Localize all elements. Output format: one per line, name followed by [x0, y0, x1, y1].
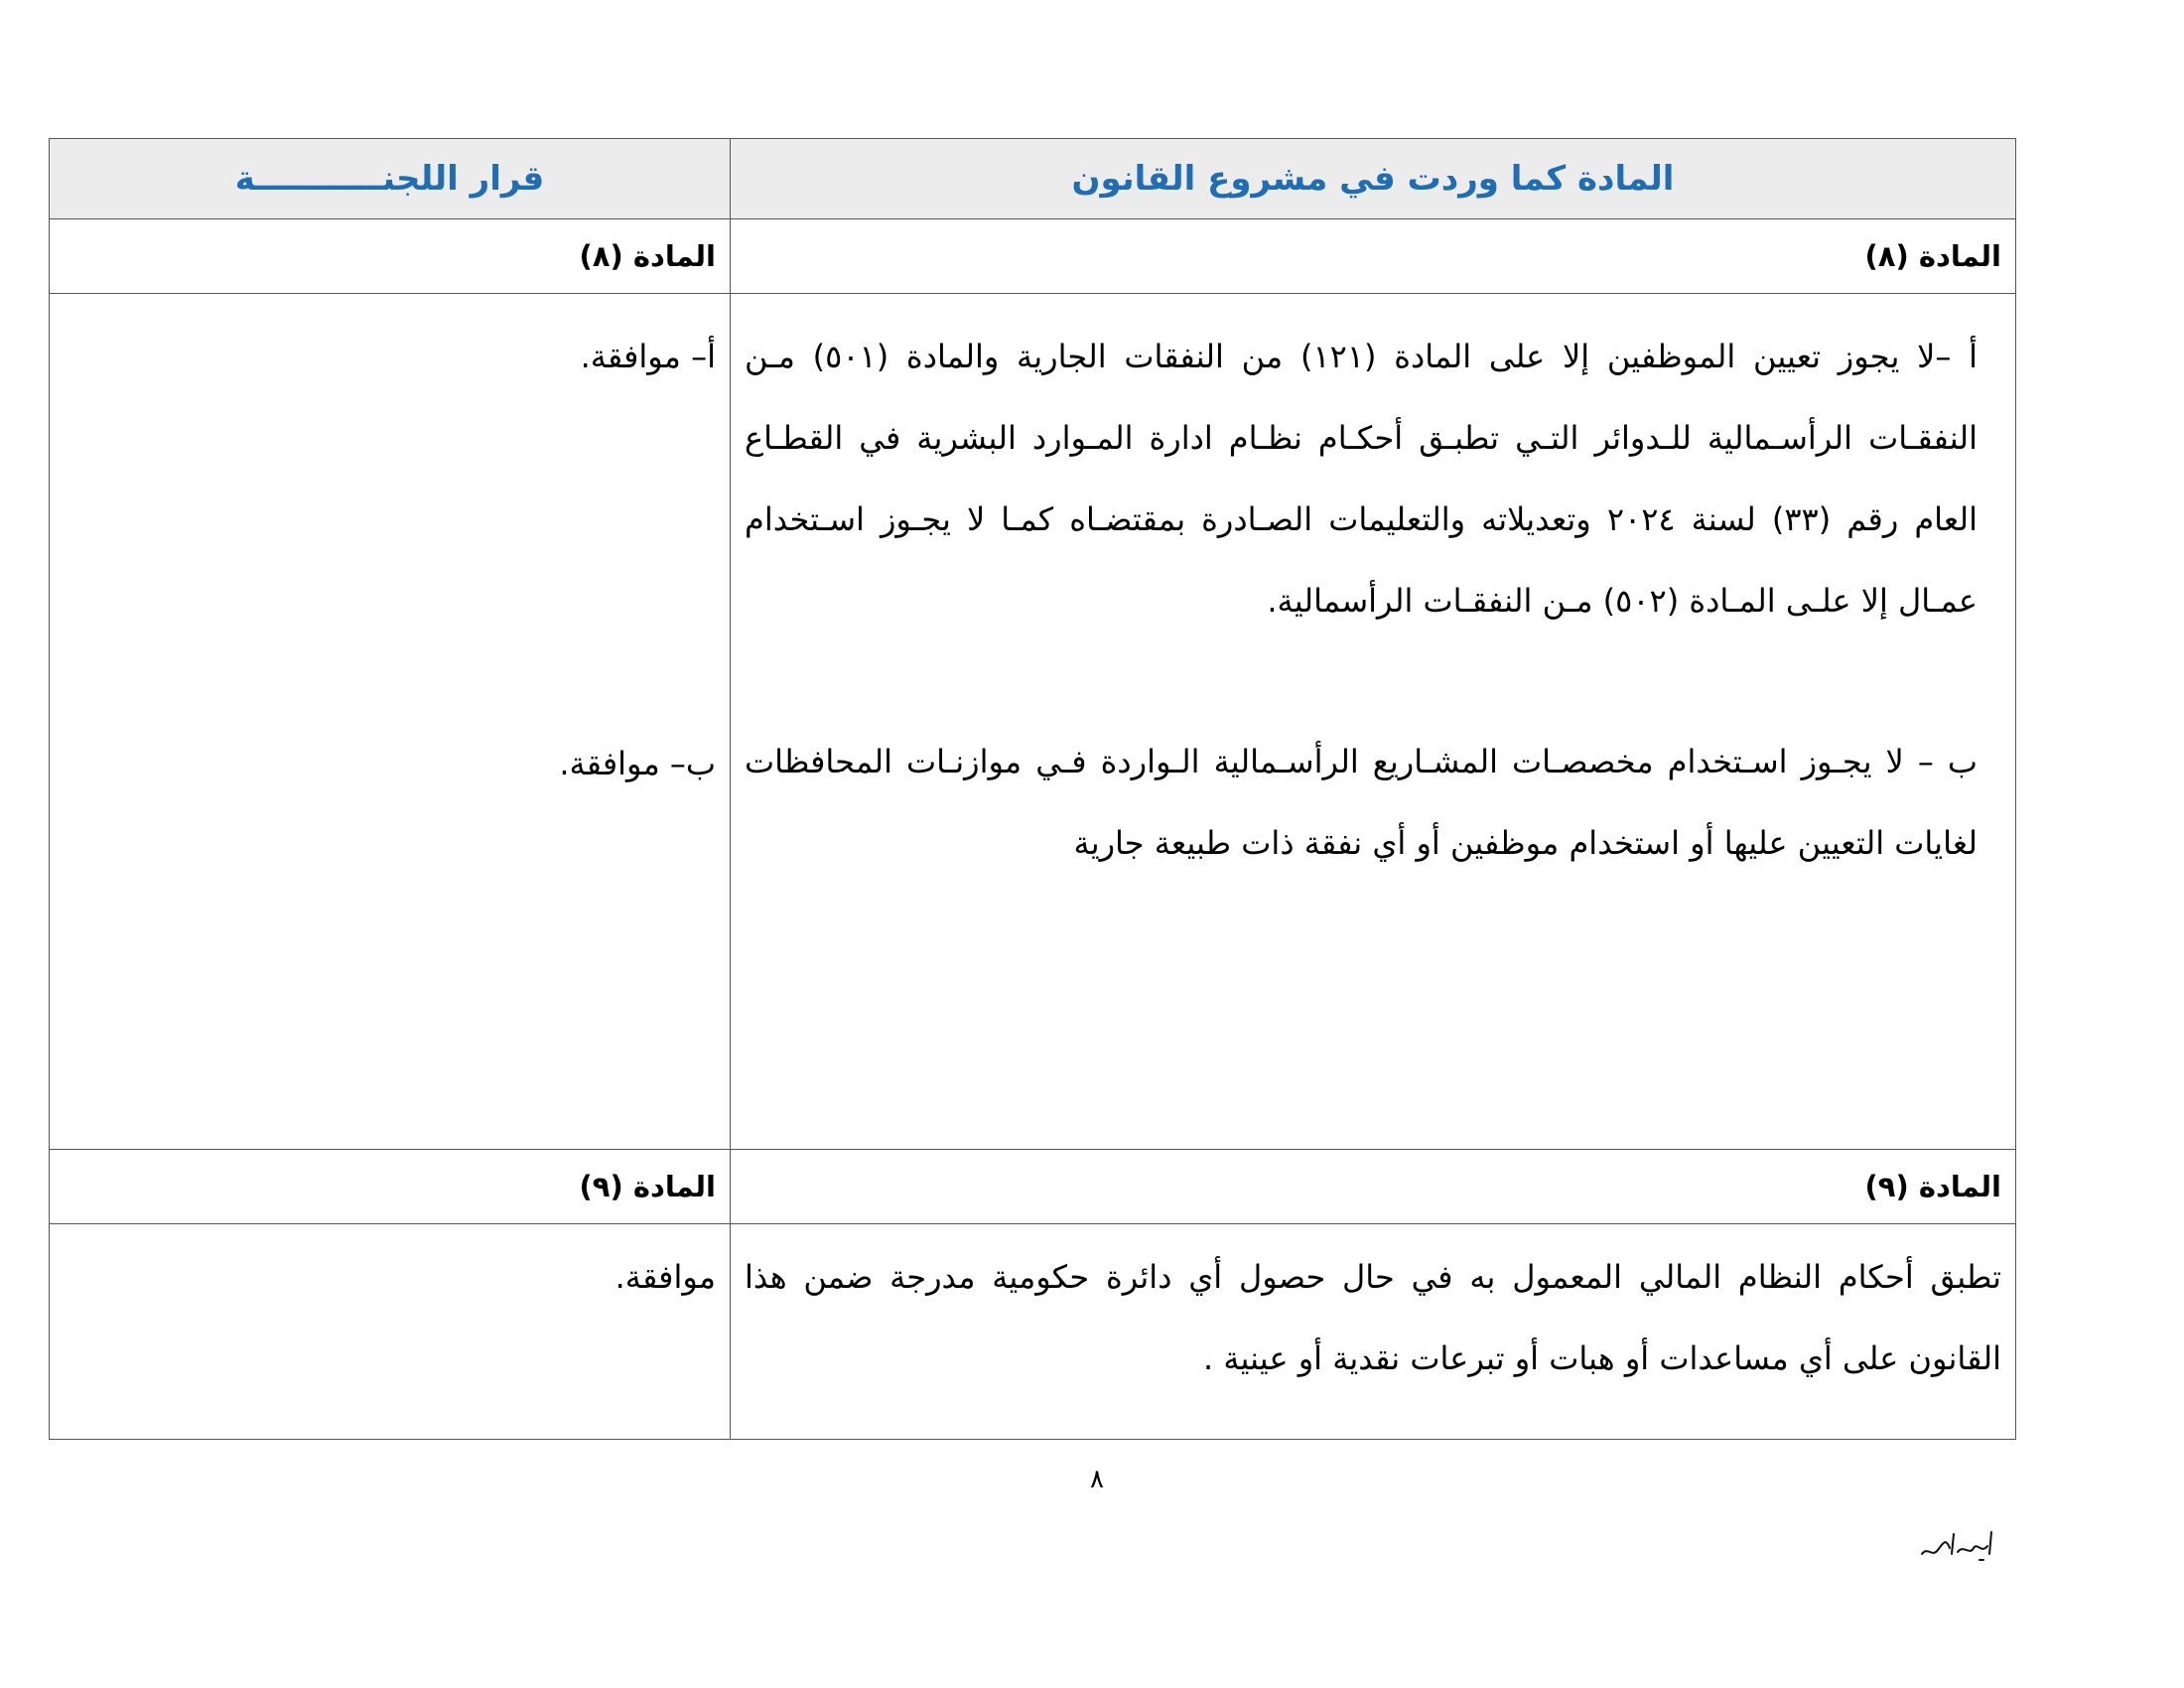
article9-law-label: المادة (٩)	[1864, 1170, 2001, 1203]
clause-spacer	[745, 641, 1978, 721]
page-number: ٨	[1090, 1465, 1104, 1494]
law-comparison-table	[49, 138, 2016, 1440]
decision-spacer	[64, 397, 716, 723]
article8-law-label: المادة (٨)	[1864, 239, 2001, 273]
header-decision-cell	[50, 139, 731, 219]
article8-decision-label-cell	[50, 219, 731, 294]
article9-law-label-cell	[731, 1150, 2016, 1224]
article9-law-text-cell	[731, 1224, 2016, 1440]
article9-body-row	[50, 1224, 2016, 1440]
article9-decision-cell	[50, 1224, 731, 1440]
article8-decision-cell	[50, 294, 731, 1150]
article9-label-row	[50, 1150, 2016, 1224]
article8-clause-b: ب – لا يجـوز اسـتخدام مخصصـات المشـاريع الرأسـمالية الـواردة فـي موازنـات المحافظات لغايات التعيين عليها أو استخدام موظفين أو أي نفقة ذات طبيعة جارية	[745, 743, 1978, 862]
article8-decision-b: ب– موافقة.	[559, 745, 716, 782]
article9-decision-label-cell	[50, 1150, 731, 1224]
article8-law-text-cell	[731, 294, 2016, 1150]
signature-icon	[1916, 1524, 2005, 1564]
table-header-row	[50, 139, 2016, 219]
article9-decision-label: المادة (٩)	[579, 1170, 716, 1203]
article9-decision: موافقة.	[614, 1258, 716, 1296]
article8-decision-a: أ– موافقة.	[580, 338, 716, 375]
article9-text: تطبق أحكام النظام المالي المعمول به في حال حصول أي دائرة حكومية مدرجة ضمن هذا القانون على أي مساعدات أو هبات أو تبرعات نقدية أو عينية .	[745, 1258, 2001, 1377]
header-law-title: المادة كما وردت في مشروع القانون	[1071, 159, 1675, 199]
article8-decision-label: المادة (٨)	[579, 239, 716, 273]
header-law-cell	[731, 139, 2016, 219]
article8-body-row	[50, 294, 2016, 1150]
article8-clause-a: أ –لا يجوز تعيين الموظفين إلا على المادة (١٢١) من النفقات الجارية والمادة (٥٠١) مـن النفقـات الرأسـمالية للـدوائر التـي تطبـق أحكـام نظـام ادارة المـوارد البشرية في القطـاع العام رقم (٣٣) لسنة ٢٠٢٤ وتعديلاته والتعليمات الصـادرة بمقتضـاه كمـا لا يجـوز اسـتخدام عمـال إلا علـى المـادة (٥٠٢) مـن النفقـات الرأسمالية.	[745, 338, 1979, 620]
article8-label-row	[50, 219, 2016, 294]
article8-law-label-cell	[731, 219, 2016, 294]
header-decision-title: قرار اللجنـــــــــــة	[234, 159, 545, 199]
